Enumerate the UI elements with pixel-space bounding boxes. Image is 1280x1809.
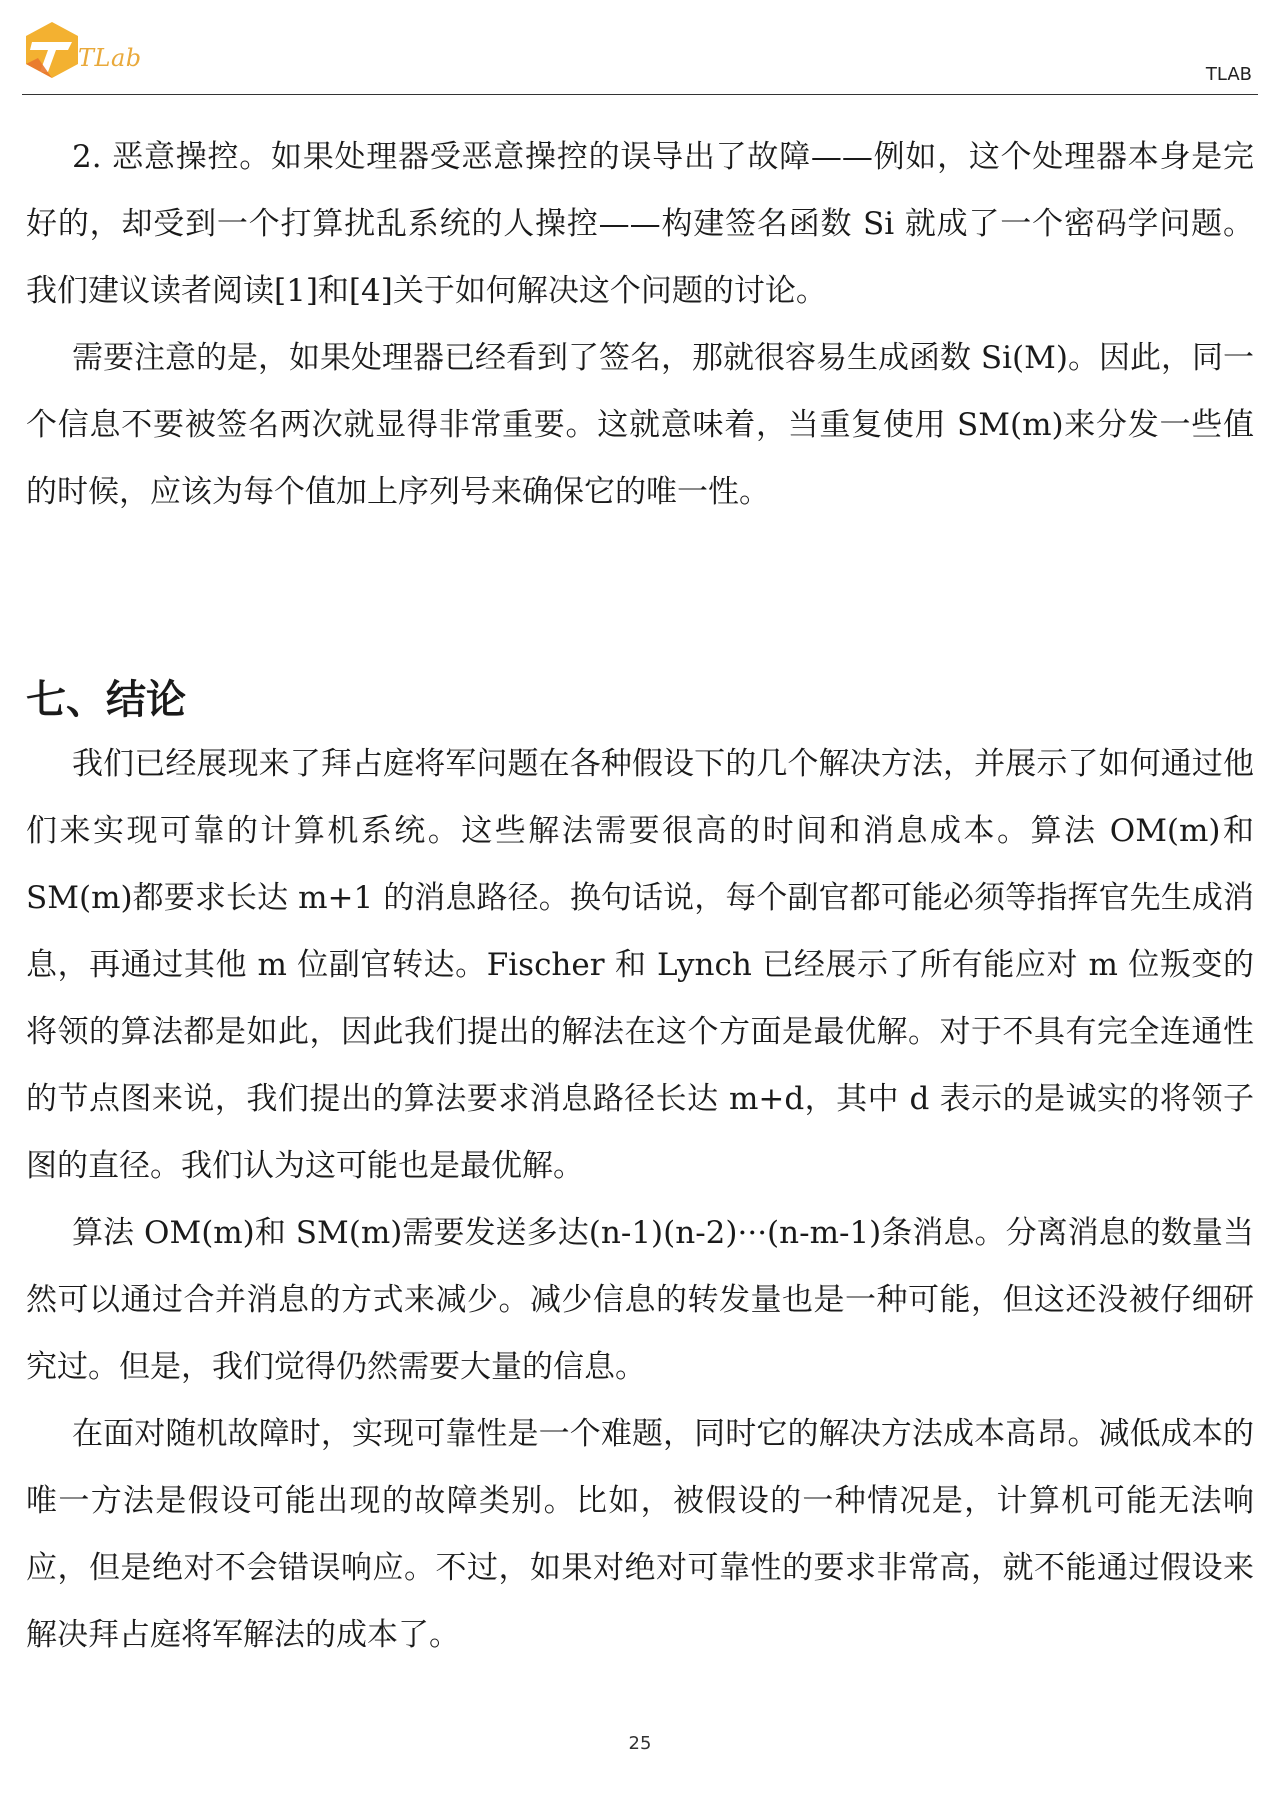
paragraph-conclusion-2: 算法 OM(m)和 SM(m)需要发送多达(n-1)(n-2)···(n-m-1)条消息。分离消息的数量当然可以通过合并消息的方式来减少。减少信息的转发量也是一种可能，但这还没被仔细研究过。但是，我们觉得仍然需要大量的信息。	[26, 1215, 1254, 1385]
paragraph-malicious-control: 2. 恶意操控。如果处理器受恶意操控的误导出了故障——例如，这个处理器本身是完好的，却受到一个打算扰乱系统的人操控——构建签名函数 Si 就成了一个密码学问题。我们建议读者阅读[1]和[4]关于如何解决这个问题的讨论。	[26, 139, 1254, 309]
tlab-logo	[22, 18, 152, 90]
section-title-conclusion: 七、结论	[26, 677, 186, 723]
header-label: TLAB	[1205, 64, 1252, 85]
logo-text: TLab	[78, 44, 142, 72]
content-conclusion	[26, 731, 1254, 1669]
tlab-logo-icon	[22, 18, 82, 82]
page-number: 25	[628, 1733, 652, 1754]
paragraph-signature-note: 需要注意的是，如果处理器已经看到了签名，那就很容易生成函数 Si(M)。因此，同一个信息不要被签名两次就显得非常重要。这就意味着，当重复使用 SM(m)来分发一些值的时候，应该为每个值加上序列号来确保它的唯一性。	[26, 340, 1254, 510]
content-top	[26, 124, 1254, 526]
paragraph-conclusion-3: 在面对随机故障时，实现可靠性是一个难题，同时它的解决方法成本高昂。减低成本的唯一方法是假设可能出现的故障类别。比如，被假设的一种情况是，计算机可能无法响应，但是绝对不会错误响应。不过，如果对绝对可靠性的要求非常高，就不能通过假设来解决拜占庭将军解法的成本了。	[26, 1416, 1254, 1653]
page-header	[22, 18, 1258, 95]
paragraph-conclusion-1: 我们已经展现来了拜占庭将军问题在各种假设下的几个解决方法，并展示了如何通过他们来实现可靠的计算机系统。这些解法需要很高的时间和消息成本。算法 OM(m)和 SM(m)都要求长达 m+1 的消息路径。换句话说，每个副官都可能必须等指挥官先生成消息，再通过其他 m 位副官转达。Fischer 和 Lynch 已经展示了所有能应对 m 位叛变的将领的算法都是如此，因此我们提出的解法在这个方面是最优解。对于不具有完全连通性的节点图来说，我们提出的算法要求消息路径长达 m+d，其中 d 表示的是诚实的将领子图的直径。我们认为这可能也是最优解。	[26, 746, 1254, 1184]
